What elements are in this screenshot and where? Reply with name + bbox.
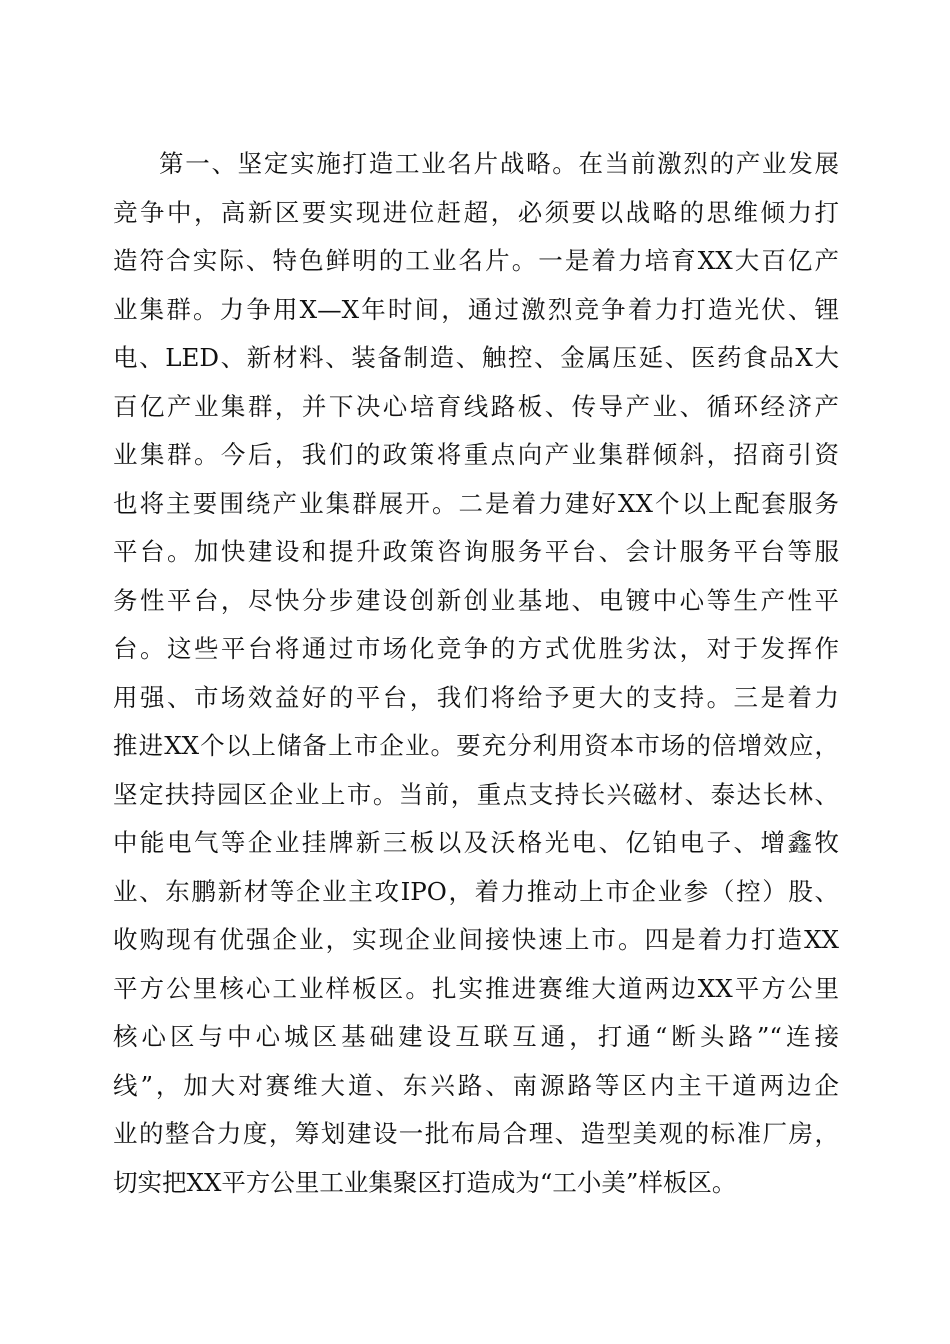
paragraph-line: 坚定扶持园区企业上市。当前，重点支持长兴磁材、泰达长林、 [113,779,839,809]
paragraph-line: 切实把XX平方公里工业集聚区打造成为“工小美”样板区。 [113,1167,737,1197]
body-paragraph [113,140,839,1207]
paragraph-line: 务性平台，尽快分步建设创新创业基地、电镀中心等生产性平 [113,585,839,615]
paragraph-line: 台。这些平台将通过市场化竞争的方式优胜劣汰，对于发挥作 [113,634,839,663]
paragraph-line: 也将主要围绕产业集群展开。二是着力建好XX个以上配套服务 [113,488,839,518]
paragraph-line: 中能电气等企业挂牌新三板以及沃格光电、亿铂电子、增鑫牧 [113,828,839,857]
paragraph-line: 核心区与中心城区基础建设互联互通，打通“断头路”“连接 [113,1022,839,1051]
paragraph-line: 第一、坚定实施打造工业名片战略。在当前激烈的产业发展 [159,149,839,178]
paragraph-line: 业、东鹏新材等企业主攻IPO，着力推动上市企业参（控）股、 [113,876,839,906]
paragraph-line: 百亿产业集群，并下决心培育线路板、传导产业、循环经济产 [113,391,839,421]
paragraph-line: 业集群。力争用X—X年时间，通过激烈竞争着力打造光伏、锂 [113,294,839,324]
paragraph-line: 用强、市场效益好的平台，我们将给予更大的支持。三是着力 [113,682,839,712]
paragraph-line: 推进XX个以上储备上市企业。要充分利用资本市场的倍增效应， [113,731,839,760]
paragraph-line: 造符合实际、特色鲜明的工业名片。一是着力培育XX大百亿产 [113,246,839,275]
paragraph-line: 竞争中，高新区要实现进位赶超，必须要以战略的思维倾力打 [113,197,839,227]
paragraph-line: 线”，加大对赛维大道、东兴路、南源路等区内主干道两边企 [113,1070,839,1100]
paragraph-line: 平方公里核心工业样板区。扎实推进赛维大道两边XX平方公里 [113,973,839,1003]
paragraph-line: 业的整合力度，筹划建设一批布局合理、造型美观的标准厂房， [113,1119,839,1148]
paragraph-line: 业集群。今后，我们的政策将重点向产业集群倾斜，招商引资 [113,440,839,469]
paragraph-line: 收购现有优强企业，实现企业间接快速上市。四是着力打造XX [113,925,839,954]
paragraph-line: 电、LED、新材料、装备制造、触控、金属压延、医药食品X大 [113,343,839,372]
paragraph-line: 平台。加快建设和提升政策咨询服务平台、会计服务平台等服 [113,537,839,566]
